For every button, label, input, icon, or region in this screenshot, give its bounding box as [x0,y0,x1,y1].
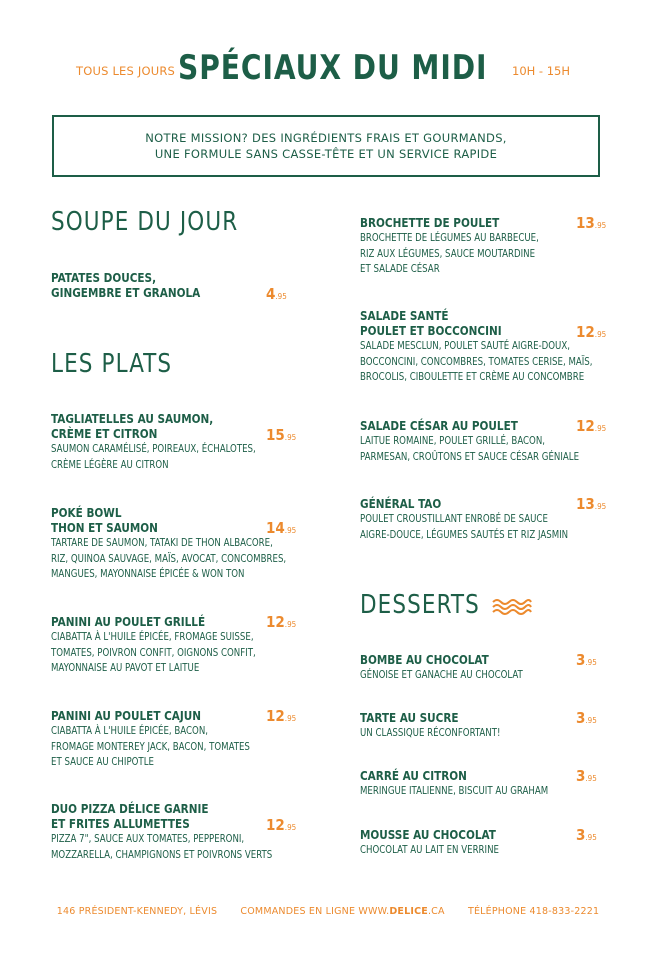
price-carre: 3.95 [576,767,597,785]
price-panini-grille: 12.95 [266,613,297,631]
price-tagliatelles: 15.95 [266,426,297,444]
price-mousse: 3.95 [576,826,597,844]
item-name-line-2: THON ET SAUMON [51,520,158,535]
item-name-line-1: CARRÉ AU CITRON [360,768,467,783]
price-panini-cajun: 12.95 [266,707,297,725]
menu-item-brochette [360,215,552,278]
menu-item-tagliatelles [51,411,271,473]
item-name-line-1: TAGLIATELLES AU SAUMON, [51,411,214,426]
item-name-line-1: SALADE CÉSAR AU POULET [360,418,518,433]
item-desc-line-1: POULET CROUSTILLANT ENROBÉ DE SAUCE [360,513,548,525]
menu-item-panini-grille [51,614,271,677]
item-name-line-1: PANINI AU POULET GRILLÉ [51,614,206,629]
item-desc-line-2: TOMATES, POIVRON CONFIT, OIGNONS CONFIT, [51,646,256,659]
price-poke-bowl: 14.95 [266,519,297,537]
price-salade-sante: 12.95 [576,323,607,341]
item-desc-line-1: MERINGUE ITALIENNE, BISCUIT AU GRAHAM [360,785,549,797]
item-name-line-1: PANINI AU POULET CAJUN [51,708,202,723]
menu-item-poke-bowl [51,505,304,583]
header-left-text: TOUS LES JOURS [76,64,176,78]
item-desc-line-2: RIZ AUX LÉGUMES, SAUCE MOUTARDINE [360,247,536,260]
section-title-plats: LES PLATS [51,349,173,379]
item-desc-line-1: CIABATTA À L'HUILE ÉPICÉE, FROMAGE SUISSE, [51,631,254,643]
section-title-desserts: DESSERTS [360,590,480,620]
item-name-line-1: TARTE AU SUCRE [360,710,459,725]
item-desc-line-1: SAUMON CARAMÉLISÉ, POIREAUX, ÉCHALOTES, [51,443,256,455]
menu-item-salade-sante [360,308,610,386]
menu-item-salade-cesar [360,418,596,465]
item-desc-line-1: TARTARE DE SAUMON, TATAKI DE THON ALBACORE, [51,537,273,549]
item-desc-line-3: BROCOLIS, CIBOULETTE ET CRÈME AU CONCOMBRE [360,371,585,383]
page-title: SPÉCIAUX DU MIDI [178,48,488,88]
item-desc-line-3: MAYONNAISE AU PAVOT ET LAITUE [51,662,200,674]
mission-box [52,115,600,177]
item-name-line-1: BROCHETTE DE POULET [360,215,500,230]
item-desc-line-1: PIZZA 7", SAUCE AUX TOMATES, PEPPERONI, [51,833,245,845]
item-desc-line-2: CRÈME LÉGÈRE AU CITRON [51,458,169,471]
footer-phone: TÉLÉPHONE 418-833-2221 [467,906,600,917]
item-desc-line-1: LAITUE ROMAINE, POULET GRILLÉ, BACON, [360,435,546,447]
price-soupe: 4.95 [266,285,287,303]
item-desc-line-2: FROMAGE MONTEREY JACK, BACON, TOMATES [51,740,250,753]
item-desc-line-2: BOCCONCINI, CONCOMBRES, TOMATES CERISE, MAÏS, [360,355,593,368]
price-general-tao: 13.95 [576,495,607,513]
item-name-line-2: CRÈME ET CITRON [51,426,158,441]
item-name-line-1: PATATES DOUCES, [51,270,157,285]
item-desc-line-3: MANGUES, MAYONNAISE ÉPICÉE & WON TON [51,568,245,580]
mission-line-1: NOTRE MISSION? DES INGRÉDIENTS FRAIS ET GOURMANDS, [145,131,507,145]
price-duo-pizza: 12.95 [266,816,297,834]
menu-item-panini-cajun [51,708,265,771]
header-hours: 10H - 15H [512,64,571,78]
item-desc-line-1: SALADE MESCLUN, POULET SAUTÉ AIGRE-DOUX, [360,340,570,352]
menu-item-bombe [360,652,535,684]
footer-address: 146 PRÉSIDENT-KENNEDY, LÉVIS [56,906,218,917]
price-bombe: 3.95 [576,651,597,669]
item-desc-line-2: AIGRE-DOUCE, LÉGUMES SAUTÉS ET RIZ JASMIN [360,528,569,541]
item-desc-line-3: ET SALADE CÉSAR [360,263,440,275]
menu-item-soupe [51,270,211,300]
menu-item-tarte [360,710,511,742]
item-name-line-1: SALADE SANTÉ [360,308,449,323]
menu-item-general-tao [360,496,584,543]
item-desc-line-1: CHOCOLAT AU LAIT EN VERRINE [360,844,499,856]
item-name-line-2: POULET ET BOCCONCINI [360,323,502,338]
item-name-line-1: DUO PIZZA DÉLICE GARNIE [51,801,209,816]
section-title-soupe: SOUPE DU JOUR [51,207,239,237]
item-desc-line-2: RIZ, QUINOA SAUVAGE, MAÏS, AVOCAT, CONCOMBRES, [51,552,287,565]
item-name-line-1: POKÉ BOWL [51,505,122,520]
price-salade-cesar: 12.95 [576,417,607,435]
footer-online-link[interactable]: COMMANDES EN LIGNE WWW.DELICE.CA [240,906,445,917]
mission-line-2: UNE FORMULE SANS CASSE-TÊTE ET UN SERVICE RAPIDE [154,147,498,161]
item-desc-line-1: UN CLASSIQUE RÉCONFORTANT! [360,727,501,739]
item-name-line-2: GINGEMBRE ET GRANOLA [51,285,201,300]
price-tarte: 3.95 [576,709,597,727]
item-name-line-1: BOMBE AU CHOCOLAT [360,652,489,667]
price-brochette: 13.95 [576,214,607,232]
item-desc-line-2: PARMESAN, CROÛTONS ET SAUCE CÉSAR GÉNIALE [360,450,580,463]
item-desc-line-2: MOZZARELLA, CHAMPIGNONS ET POIVRONS VERTS [51,848,273,861]
item-name-line-1: MOUSSE AU CHOCOLAT [360,827,496,842]
item-name-line-2: ET FRITES ALLUMETTES [51,816,190,831]
item-desc-line-1: GÉNOISE ET GANACHE AU CHOCOLAT [360,669,523,681]
footer [0,906,656,917]
menu-item-duo-pizza [51,801,289,863]
wave-icon [492,597,532,617]
item-name-line-1: GÉNÉRAL TAO [360,496,442,511]
menu-item-mousse [360,827,509,859]
item-desc-line-1: CIABATTA À L'HUILE ÉPICÉE, BACON, [51,725,208,737]
item-desc-line-3: ET SAUCE AU CHIPOTLE [51,756,154,768]
item-desc-line-1: BROCHETTE DE LÉGUMES AU BARBECUE, [360,232,539,244]
menu-item-carre [360,768,562,800]
